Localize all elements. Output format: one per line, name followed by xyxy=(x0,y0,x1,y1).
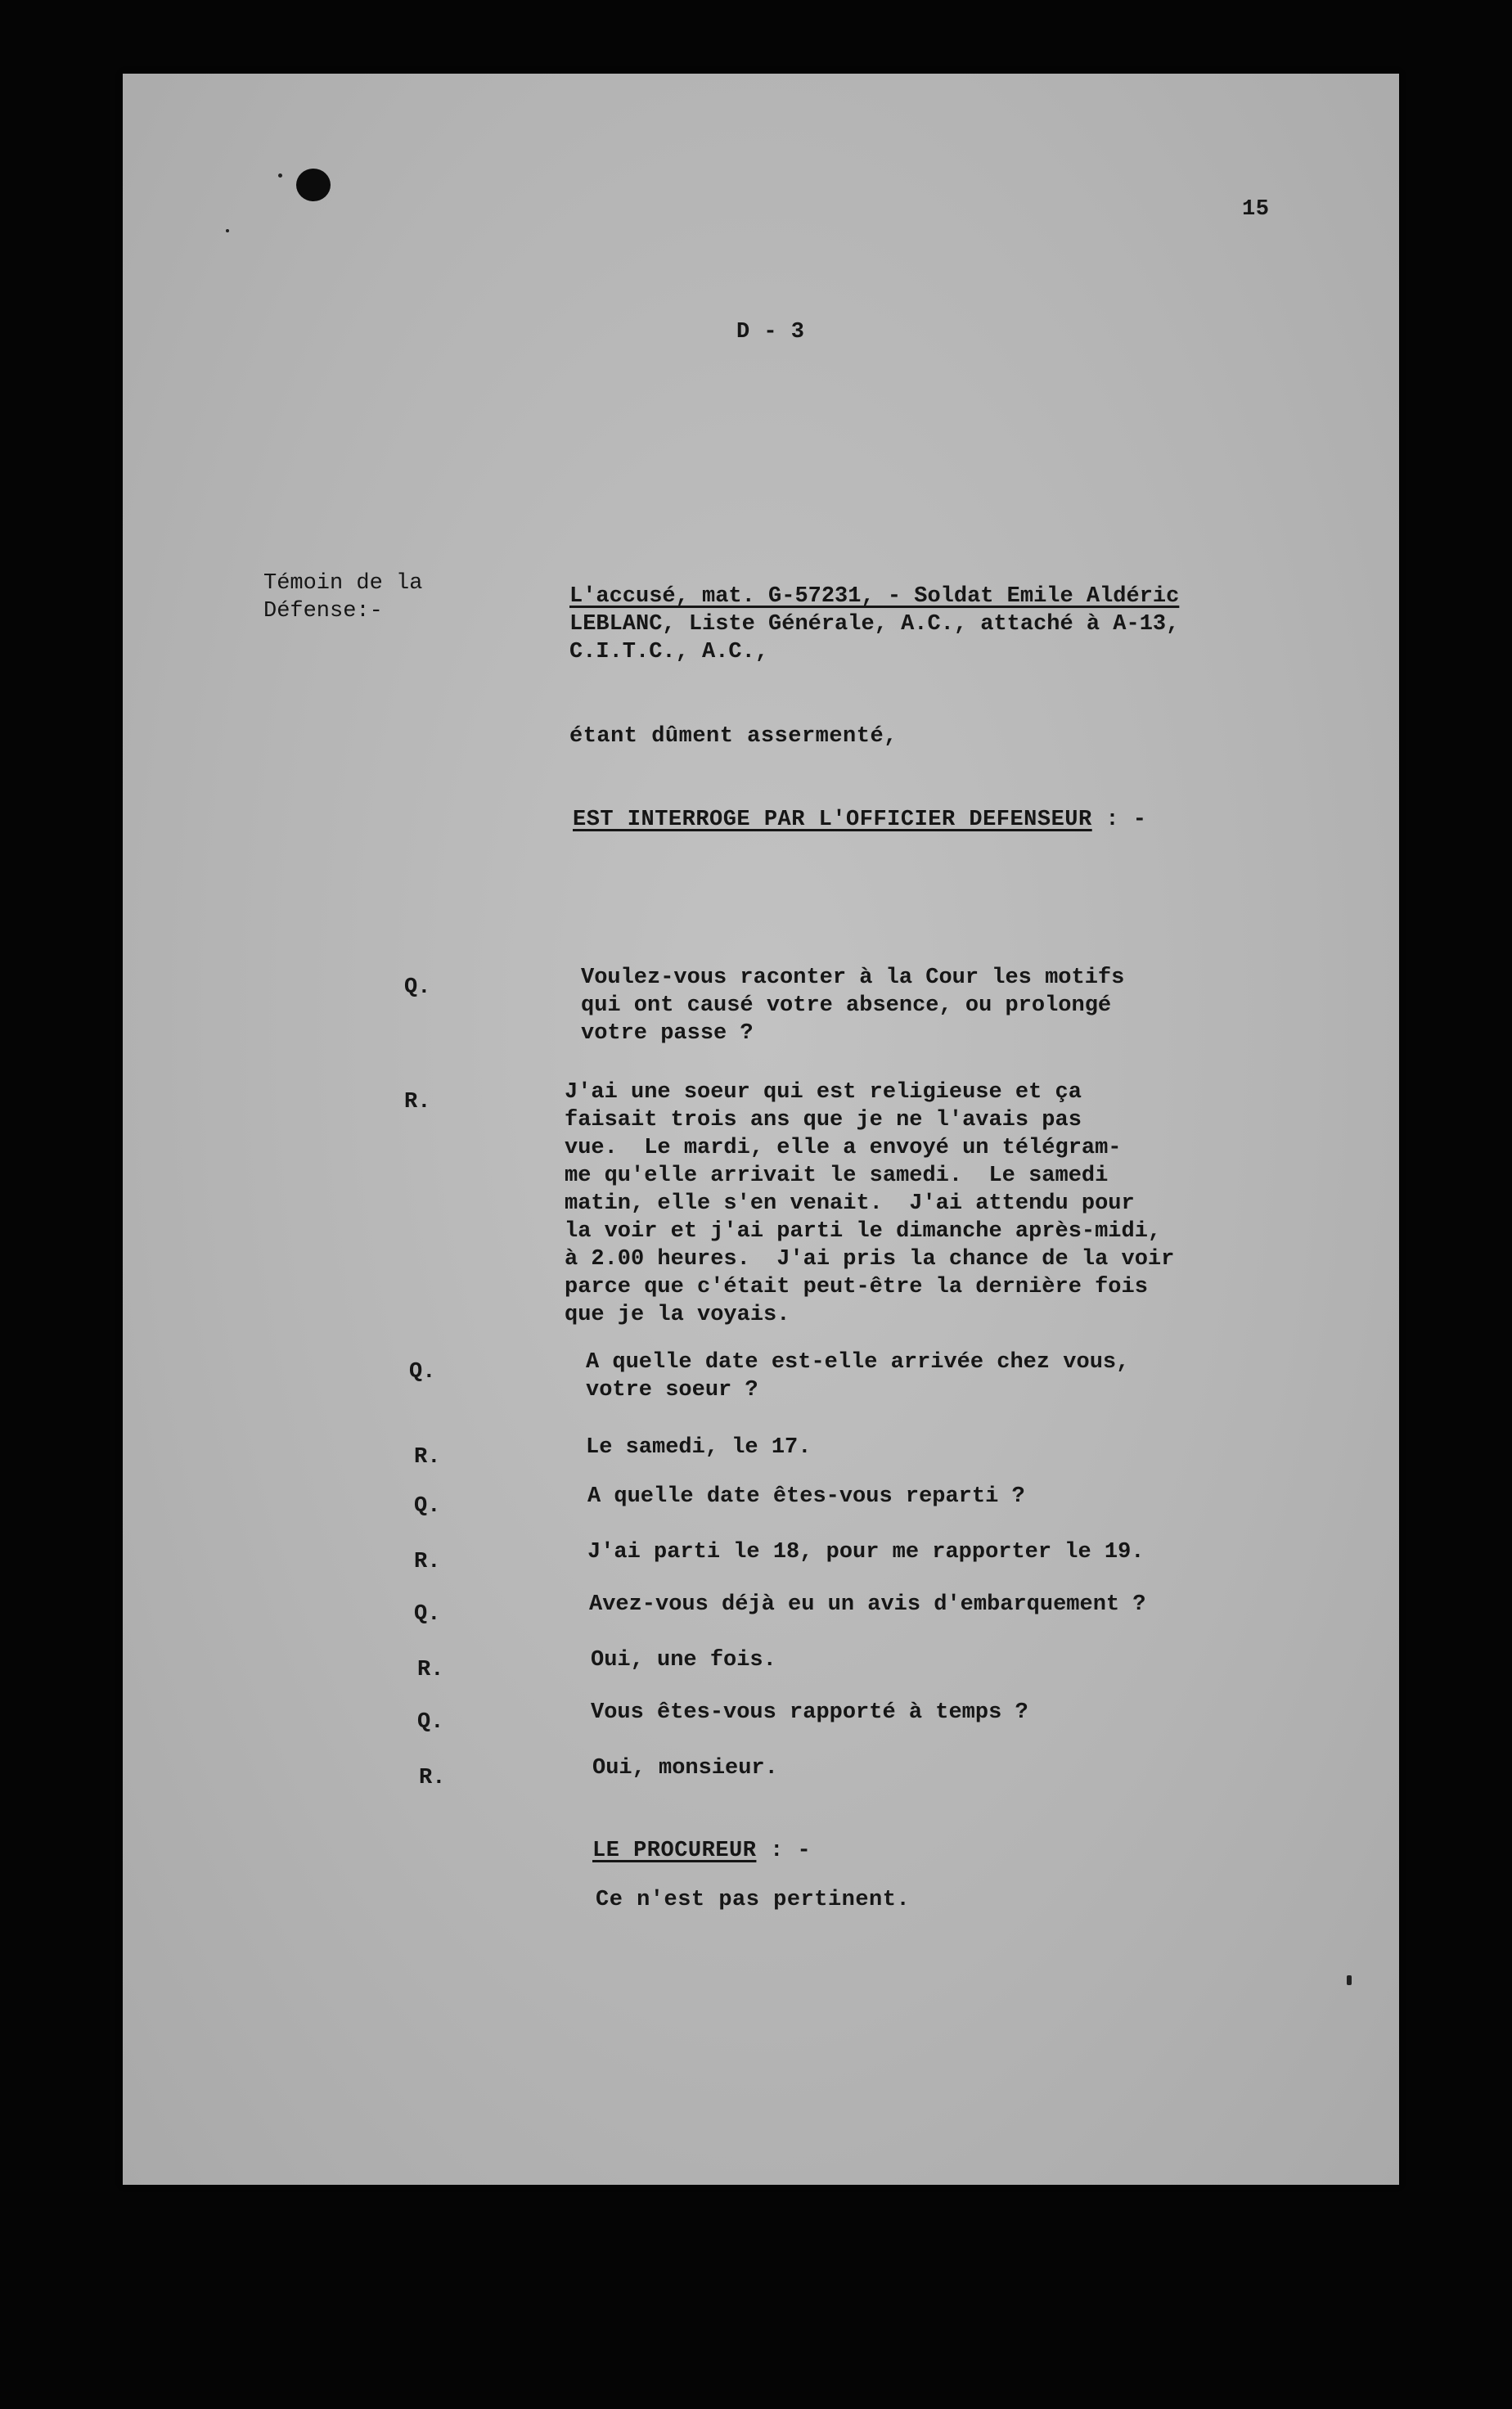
exchange-text xyxy=(587,1483,1025,1511)
speaker-label: Q. xyxy=(409,1360,436,1385)
exchange-text xyxy=(586,1349,1129,1404)
witness-line-2: LEBLANC, Liste Générale, A.C., attaché à A-13, xyxy=(569,612,1180,637)
exchange-line: Oui, monsieur. xyxy=(592,1756,778,1781)
exchange-line: la voir et j'ai parti le dimanche après-midi, xyxy=(565,1219,1162,1244)
witness-line-1: L'accusé, mat. G-57231, - Soldat Emile Aldéric xyxy=(569,584,1180,609)
exchange-line: A quelle date est-elle arrivée chez vous, xyxy=(586,1350,1130,1375)
speaker-label: R. xyxy=(404,1090,431,1114)
exchange-line: J'ai parti le 18, pour me rapporter le 19. xyxy=(587,1540,1145,1565)
exchange-line: votre soeur ? xyxy=(586,1378,758,1403)
page-number: 15 xyxy=(1242,197,1270,222)
exchange-line: parce que c'était peut-être la dernière fois xyxy=(565,1275,1148,1299)
speaker-label: R. xyxy=(419,1766,446,1790)
side-label xyxy=(263,570,422,625)
witness-block xyxy=(569,583,1179,666)
witness-line-3: C.I.T.C., A.C., xyxy=(569,640,769,664)
procureur-suffix: : - xyxy=(756,1839,812,1863)
sworn-text: étant dûment assermenté, xyxy=(569,724,898,749)
speaker-label: Q. xyxy=(414,1494,441,1519)
exchange-line: faisait trois ans que je ne l'avais pas xyxy=(565,1108,1082,1132)
exchange-line: matin, elle s'en venait. J'ai attendu pour xyxy=(565,1191,1135,1216)
exchange-line: à 2.00 heures. J'ai pris la chance de la voir xyxy=(565,1247,1175,1272)
speaker-label: R. xyxy=(414,1445,441,1470)
exchange-text xyxy=(586,1434,811,1461)
exchange-line: Vous êtes-vous rapporté à temps ? xyxy=(591,1700,1028,1725)
exchange-line: vue. Le mardi, elle a envoyé un télégram- xyxy=(565,1136,1122,1160)
exchange-line: qui ont causé votre absence, ou prolongé xyxy=(581,993,1112,1018)
exchange-text xyxy=(589,1591,1146,1619)
exchange-line: que je la voyais. xyxy=(565,1303,790,1327)
exchange-line: Avez-vous déjà eu un avis d'embarquement ? xyxy=(589,1592,1146,1617)
speaker-label: R. xyxy=(414,1550,441,1574)
examined-heading: EST INTERROGE PAR L'OFFICIER DEFENSEUR xyxy=(573,808,1092,832)
speaker-label: R. xyxy=(417,1658,444,1682)
exchange-text xyxy=(591,1699,1028,1727)
exchange-line: J'ai une soeur qui est religieuse et ça xyxy=(565,1080,1082,1105)
exchange-line: Oui, une fois. xyxy=(591,1648,776,1673)
speaker-label: Q. xyxy=(404,975,431,1000)
examined-heading-row xyxy=(573,807,1147,834)
procureur-heading-row xyxy=(592,1838,811,1865)
ink-speck xyxy=(278,173,282,178)
speaker-label: Q. xyxy=(417,1710,444,1735)
header-code: D - 3 xyxy=(736,320,805,344)
examined-suffix: : - xyxy=(1091,808,1147,832)
speaker-label: Q. xyxy=(414,1602,441,1627)
exchange-text xyxy=(587,1538,1145,1566)
exchange-line: me qu'elle arrivait le samedi. Le samedi xyxy=(565,1164,1109,1188)
exchange-text xyxy=(591,1646,776,1674)
exchange-line: A quelle date êtes-vous reparti ? xyxy=(587,1484,1025,1509)
exchange-text xyxy=(565,1078,1174,1329)
ink-speck xyxy=(1347,1975,1352,1985)
exchange-text xyxy=(592,1754,778,1782)
exchange-text xyxy=(581,964,1124,1047)
exchange-line: Le samedi, le 17. xyxy=(586,1435,812,1460)
ink-speck xyxy=(226,229,229,232)
procureur-heading: LE PROCUREUR xyxy=(592,1839,757,1863)
exchange-line: votre passe ? xyxy=(581,1021,754,1046)
exchange-line: Voulez-vous raconter à la Cour les motifs xyxy=(581,966,1125,990)
procureur-statement: Ce n'est pas pertinent. xyxy=(596,1888,911,1912)
side-label-line: Témoin de la xyxy=(263,571,423,596)
punch-hole-mark xyxy=(296,169,331,201)
side-label-line: Défense:- xyxy=(263,599,383,624)
